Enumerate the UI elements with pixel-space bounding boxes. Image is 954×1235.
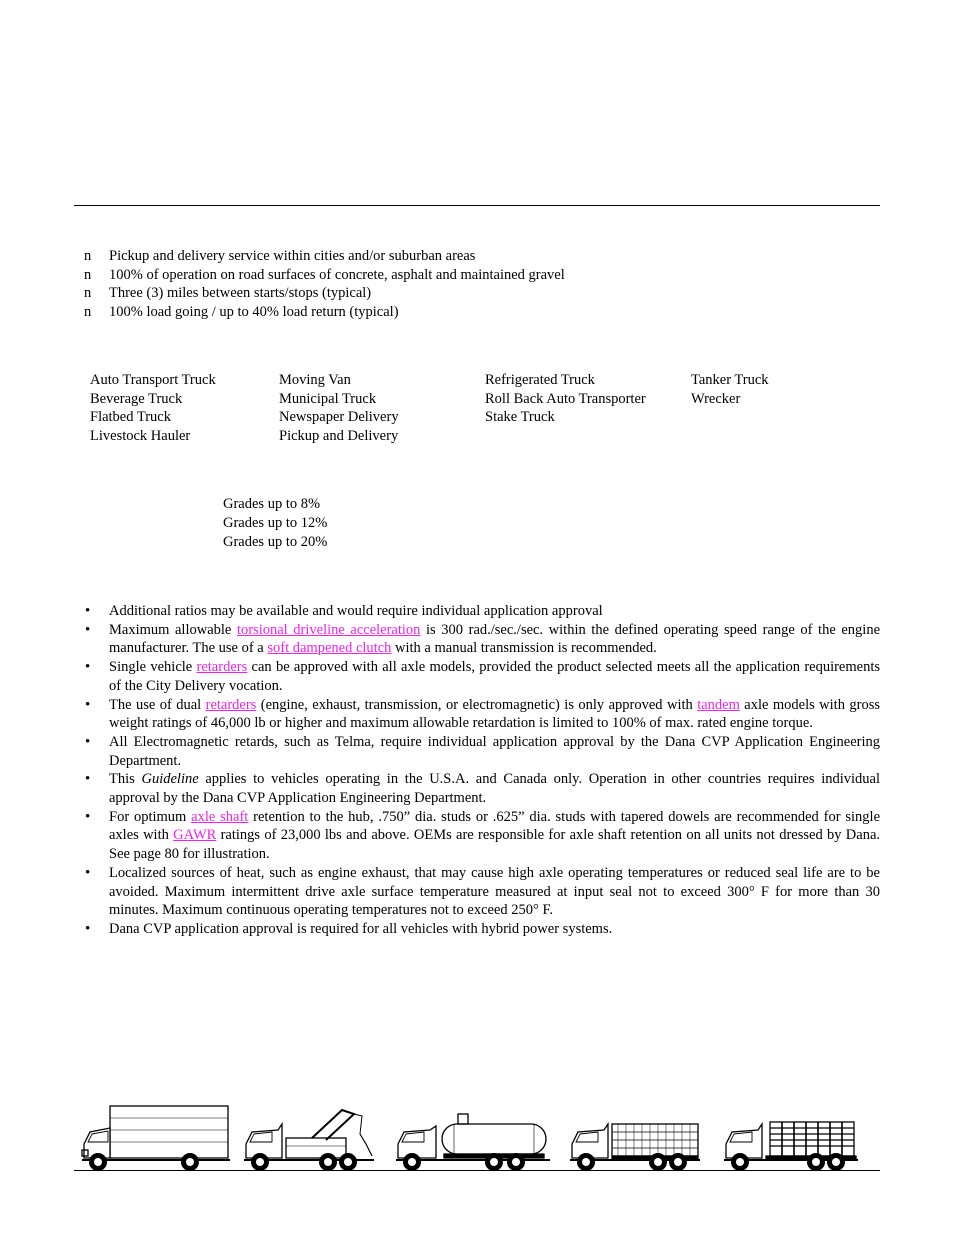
note-item: • Additional ratios may be available and would require individual application approval: [85, 603, 603, 619]
torsional-driveline-acceleration-link[interactable]: torsional driveline acceleration: [236, 621, 421, 638]
vehicle-type: Refrigerated Truck: [485, 372, 595, 388]
axle-shaft-link[interactable]: axle shaft: [191, 808, 249, 825]
vehicle-type: Moving Van: [279, 372, 351, 388]
vehicle-column-3: [485, 371, 685, 427]
bullet-dot: •: [85, 920, 91, 937]
wrecker-truck-icon: [242, 1104, 376, 1172]
vehicle-column-4: [691, 371, 891, 408]
bullet-marker: n: [84, 248, 92, 264]
notes-list: [85, 602, 881, 939]
note-item: • This Guideline applies to vehicles operating in the U.S.A. and Canada only. Operation in other countries requires individual approval by the Dana CVP Application Engineering Department.: [85, 771, 880, 807]
grade-item: Grades up to 12%: [223, 515, 328, 531]
bullet-dot: •: [85, 621, 91, 638]
note-item: • Maximum allowable torsional driveline acceleration is 300 rad./sec./sec. within the defined operating speed range of the engine manufacturer. The use of a soft dampened clutch with a manual transmission is recommended.: [85, 621, 881, 657]
vehicle-column-1: [90, 371, 290, 446]
guideline-emphasis: Guideline: [141, 771, 199, 788]
bullet-dot: •: [85, 603, 91, 619]
box-van-truck-icon: [80, 1104, 232, 1172]
grade-item: Grades up to 8%: [223, 496, 321, 512]
vehicle-type: Beverage Truck: [90, 390, 183, 407]
note-item: • Localized sources of heat, such as engine exhaust, that may cause high axle operating temperatures or reduced seal life are to be avoided. Maximum intermittent drive axle surface temperature measured at input seal not to exceed 300° F for more than 30 minutes. Maximum continuous operating temperatures not to exceed 250° F.: [85, 864, 880, 919]
vehicle-type: Auto Transport Truck: [90, 372, 216, 388]
stake-truck-icon: [722, 1104, 860, 1172]
list-item: n Pickup and delivery service within cities and/or suburban areas: [84, 248, 476, 264]
list-item: n 100% load going / up to 40% load return (typical): [84, 304, 399, 321]
note-item: • Dana CVP application approval is required for all vehicles with hybrid power systems.: [85, 920, 613, 937]
vehicle-type: Wrecker: [691, 390, 741, 407]
note-item: • Single vehicle retarders can be approved with all axle models, provided the product selected meets all the application requirements of the City Delivery vocation.: [85, 659, 881, 694]
bullet-dot: •: [85, 771, 91, 788]
retarders-link[interactable]: retarders: [196, 659, 248, 676]
bullet-marker: n: [84, 266, 92, 283]
vehicle-column-2: [279, 371, 479, 446]
list-item: n Three (3) miles between starts/stops (typical): [84, 285, 372, 302]
note-item: • All Electromagnetic retards, such as Telma, require individual application approval by the Dana CVP Application Engineering Department.: [85, 733, 880, 769]
soft-dampened-clutch-link[interactable]: soft dampened clutch: [267, 640, 392, 657]
vehicle-type: Newspaper Delivery: [279, 409, 399, 426]
vehicle-type: Pickup and Delivery: [279, 428, 399, 445]
bullet-dot: •: [85, 696, 91, 713]
note-item: • For optimum axle shaft retention to the hub, .750” dia. studs or .625” dia. studs with tapered dowels are recommended for single axles with GAWR ratings of 23,000 lbs and above. OEMs are responsible for axle shaft retention on all units not dressed by Dana. See page 80 for illustration.: [85, 808, 881, 863]
list-item: n 100% of operation on road surfaces of concrete, asphalt and maintained gravel: [84, 266, 565, 283]
bullet-marker: n: [84, 304, 92, 321]
note-item: • The use of dual retarders (engine, exhaust, transmission, or electromagnetic) is only approved with tandem axle models with gross weight ratings of 46,000 lb or higher and maximum allowable retardation is limited to 100% of max. rated engine torque.: [85, 696, 880, 732]
grade-item: Grades up to 20%: [223, 534, 328, 550]
vehicle-type: Livestock Hauler: [90, 428, 191, 445]
bullet-dot: •: [85, 733, 91, 750]
grade-list: [223, 495, 327, 552]
vehicle-type: Flatbed Truck: [90, 409, 171, 426]
header-rule: [74, 205, 880, 206]
bullet-dot: •: [85, 659, 91, 676]
vehicle-type: Tanker Truck: [691, 372, 769, 388]
tandem-link[interactable]: tandem: [697, 696, 740, 713]
vehicle-type: Municipal Truck: [279, 390, 377, 407]
bullet-dot: •: [85, 808, 91, 825]
bullet-marker: n: [84, 285, 92, 302]
gawr-link[interactable]: GAWR: [173, 827, 217, 844]
tanker-truck-icon: [394, 1104, 554, 1172]
vehicle-type: Stake Truck: [485, 409, 555, 426]
livestock-truck-icon: [568, 1104, 702, 1172]
retarders-link[interactable]: retarders: [205, 696, 257, 713]
operation-list: [84, 247, 880, 322]
bullet-dot: •: [85, 864, 91, 881]
truck-illustrations: [74, 1100, 880, 1172]
vehicle-type: Roll Back Auto Transporter: [485, 390, 646, 407]
footer-rule: [74, 1170, 880, 1171]
